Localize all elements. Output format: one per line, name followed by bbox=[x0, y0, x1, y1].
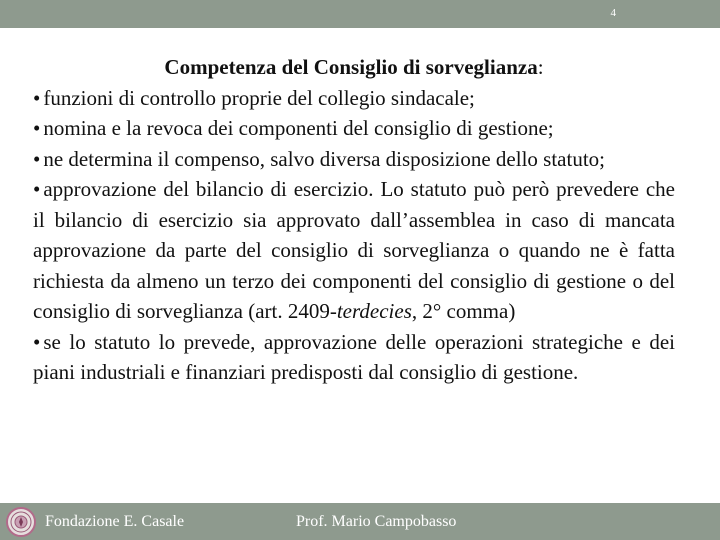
bullet-dot: • bbox=[33, 116, 41, 140]
seal-icon-graphic bbox=[8, 509, 34, 535]
bullet-list bbox=[33, 83, 675, 388]
bullet-text: nomina e la revoca dei componenti del consiglio di gestione; bbox=[43, 116, 554, 140]
bullet-item bbox=[33, 174, 675, 327]
bullet-text-italic: terdecies bbox=[336, 299, 412, 323]
bullet-item bbox=[33, 113, 675, 144]
bullet-dot: • bbox=[33, 177, 41, 201]
slide-heading bbox=[33, 52, 675, 83]
bullet-item bbox=[33, 83, 675, 114]
page-number: 4 bbox=[610, 7, 616, 19]
bullet-dot: • bbox=[33, 146, 41, 171]
bullet-text: ne determina il compenso, salvo diversa disposizione dello statuto; bbox=[43, 146, 605, 171]
bullet-dot: • bbox=[33, 329, 41, 354]
footer-author: Prof. Mario Campobasso bbox=[296, 513, 457, 530]
bullet-text: approvazione del bilancio di esercizio. Lo statuto può però prevedere che il bilancio di esercizio sia approvato dall’assemblea in caso di mancata approvazione da parte del consiglio di sorveglianza o quando ne è fatta richiesta da almeno un terzo dei componenti del consiglio di gestione o del consiglio di sorveglianza (art. 2409- bbox=[33, 177, 675, 323]
bullet-text: se lo statuto lo prevede, approvazione delle operazioni strategiche e dei piani industriali e finanziari predisposti dal consiglio di gestione. bbox=[33, 329, 675, 384]
footer-institution: Fondazione E. Casale bbox=[45, 513, 185, 530]
heading-colon: : bbox=[537, 55, 544, 79]
slide-content bbox=[33, 52, 675, 388]
bullet-item bbox=[33, 144, 675, 175]
bullet-text: funzioni di controllo proprie del collegio sindacale; bbox=[43, 85, 475, 110]
bullet-item bbox=[33, 327, 675, 388]
header-bar bbox=[0, 0, 720, 28]
seal-icon bbox=[6, 507, 36, 537]
bullet-text-tail: , 2° comma) bbox=[411, 299, 516, 323]
bullet-dot: • bbox=[33, 85, 41, 110]
heading-text: Competenza del Consiglio di sorveglianza bbox=[164, 55, 538, 79]
